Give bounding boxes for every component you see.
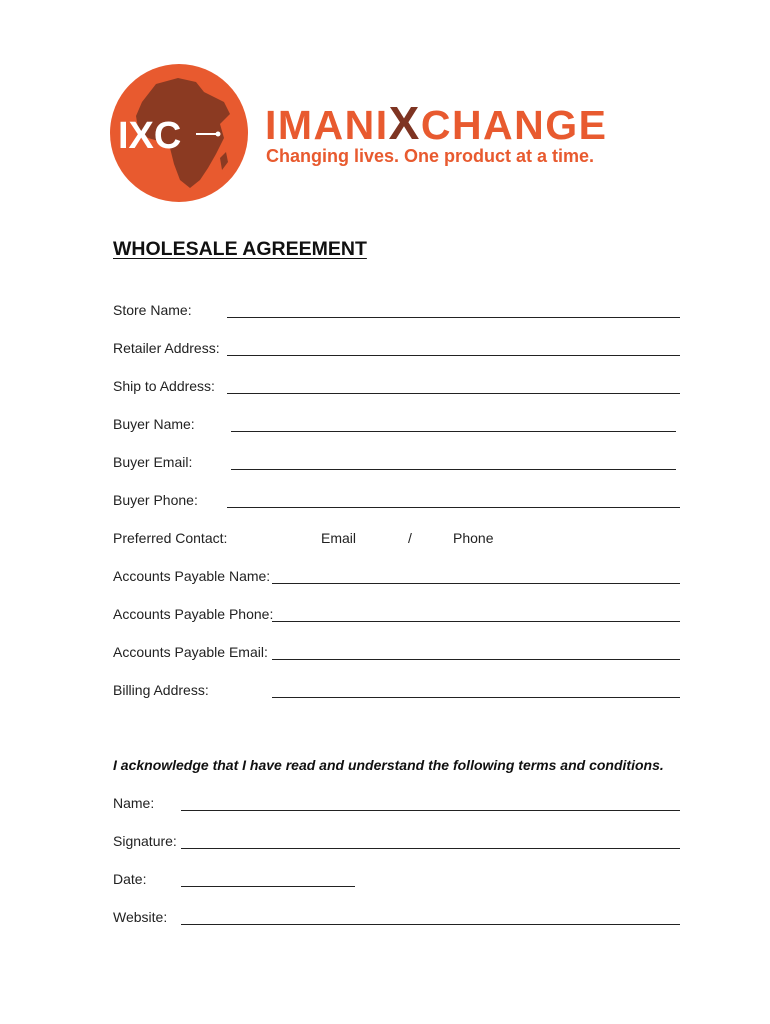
brand-prefix: IMANI bbox=[265, 102, 389, 148]
ap-phone-field bbox=[113, 606, 680, 628]
buyer-phone-field bbox=[113, 492, 680, 514]
billing-address-input[interactable] bbox=[272, 697, 680, 698]
ap-name-label: Accounts Payable Name: bbox=[113, 568, 271, 584]
date-field bbox=[113, 871, 680, 893]
brand-x: X bbox=[388, 97, 421, 149]
ship-to-address-input[interactable] bbox=[227, 393, 680, 394]
ap-name-input[interactable] bbox=[272, 583, 680, 584]
billing-address-label: Billing Address: bbox=[113, 682, 209, 698]
preferred-contact-separator: / bbox=[408, 530, 412, 546]
buyer-email-label: Buyer Email: bbox=[113, 454, 193, 470]
ap-email-input[interactable] bbox=[272, 659, 680, 660]
preferred-contact-label: Preferred Contact: bbox=[113, 530, 228, 546]
buyer-phone-label: Buyer Phone: bbox=[113, 492, 198, 508]
ap-name-field bbox=[113, 568, 680, 590]
buyer-name-field bbox=[113, 416, 680, 438]
buyer-phone-input[interactable] bbox=[227, 507, 680, 508]
buyer-email-field bbox=[113, 454, 680, 476]
ap-phone-label: Accounts Payable Phone: bbox=[113, 606, 274, 622]
brand-tagline: Changing lives. One product at a time. bbox=[266, 146, 595, 166]
retailer-address-label: Retailer Address: bbox=[113, 340, 220, 356]
signer-name-field bbox=[113, 795, 680, 817]
retailer-address-field bbox=[113, 340, 680, 362]
retailer-address-input[interactable] bbox=[227, 355, 680, 356]
buyer-name-label: Buyer Name: bbox=[113, 416, 195, 432]
preferred-contact-phone-option[interactable]: Phone bbox=[453, 530, 494, 546]
billing-address-field bbox=[113, 682, 680, 704]
buyer-email-input[interactable] bbox=[231, 469, 676, 470]
ship-to-address-label: Ship to Address: bbox=[113, 378, 215, 394]
store-name-label: Store Name: bbox=[113, 302, 192, 318]
acknowledgement-text: I acknowledge that I have read and understand the following terms and conditions. bbox=[113, 757, 664, 773]
store-name-input[interactable] bbox=[227, 317, 680, 318]
signer-name-input[interactable] bbox=[181, 810, 680, 811]
preferred-contact-email-option[interactable]: Email bbox=[321, 530, 357, 546]
website-input[interactable] bbox=[181, 924, 680, 925]
page-title: WHOLESALE AGREEMENT bbox=[113, 238, 367, 260]
signature-label: Signature: bbox=[113, 833, 177, 849]
store-name-field bbox=[113, 302, 680, 324]
ap-phone-input[interactable] bbox=[272, 621, 680, 622]
signature-field bbox=[113, 833, 680, 855]
signer-name-label: Name: bbox=[113, 795, 155, 811]
brand-suffix: CHANGE bbox=[420, 102, 608, 148]
ap-email-label: Accounts Payable Email: bbox=[113, 644, 268, 660]
logo-badge-text: IXC bbox=[118, 115, 182, 157]
ship-to-address-field bbox=[113, 378, 680, 400]
date-label: Date: bbox=[113, 871, 147, 887]
ap-email-field bbox=[113, 644, 680, 666]
signature-input[interactable] bbox=[181, 848, 680, 849]
brand-name bbox=[265, 97, 608, 149]
website-field bbox=[113, 909, 680, 931]
buyer-name-input[interactable] bbox=[231, 431, 676, 432]
website-label: Website: bbox=[113, 909, 168, 925]
date-input[interactable] bbox=[181, 886, 355, 887]
africa-logo-icon bbox=[108, 62, 250, 204]
